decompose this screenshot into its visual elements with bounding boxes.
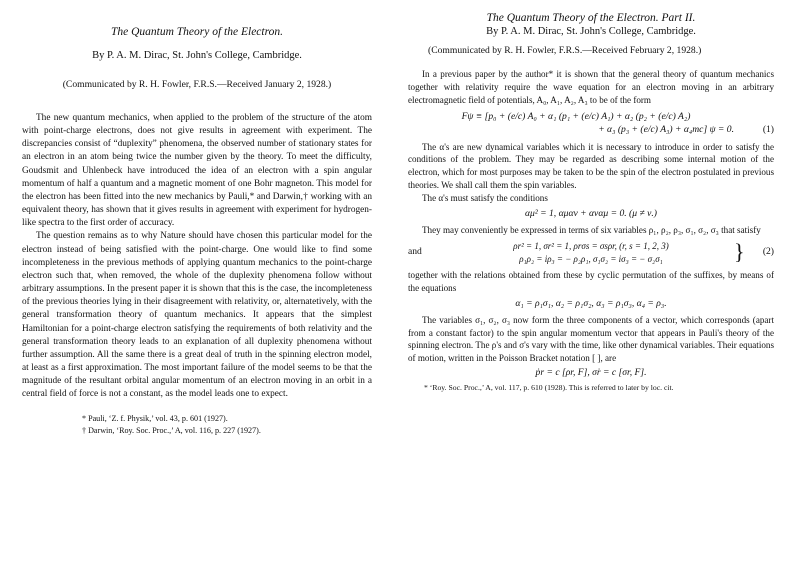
right-brace: } xyxy=(734,239,745,265)
paragraph: In a previous paper by the author* it is shown that the general theory of quantum mechanics together with relativity require the wave equation for an electron moving in an arbitrary electromagnetic field of potentials, A₀, A₁, A₂, A₃ to be of the form xyxy=(408,69,774,105)
paragraph: They may conveniently be expressed in terms of six variables ρ₁, ρ₂, ρ₃, σ₁, σ₂, σ₃ that satisfy xyxy=(422,224,761,235)
equation-2 xyxy=(408,240,774,266)
author-byline: By P. A. M. Dirac, St. John's College, Cambridge. xyxy=(486,26,696,37)
footnote: † Darwin, ‘Roy. Soc. Proc.,’ A, vol. 116, p. 227 (1927). xyxy=(82,426,261,436)
body-text xyxy=(408,68,774,380)
equation-expression: Fψ ≡ [p₀ + (e/c) A₀ + α₁ (p₁ + (e/c) A₁) + α₂ (p₂ + (e/c) A₂) xyxy=(461,110,691,122)
paragraph: The question remains as to why Nature should have chosen this particular model for the electron instead of being satisfied with the point-charge. One would like to find some incompleteness in the previous methods of applying quantum mechanics to the point-charge electron such that, when removed, the whole of the duplexity phenomena follow without arbitrary assumptions. In the present paper it is shown that this is the case, the incompleteness of the previous theories lying in their disagreement with relativity, or, alternatetively, with the general transformation theory of quantum mechanics. It appears that the simplest Hamiltonian for a point-charge electron satisfying the requirements of both relativity and the general transformation theory leads to an explanation of all duplexity phenomena without further assumption. All the same there is a great deal of truth in the spinning electron model, at least as a first approximation. The most important failure of the model seems to be that the magnitude of the resultant orbital angular momentum of an electron moving in an orbit in a central field of force is not a constant, as the model leads one to expect. xyxy=(22,231,372,400)
footnotes xyxy=(82,413,372,437)
equation-conditions: αμ² = 1, αμαν + αναμ = 0. (μ ≠ ν.) xyxy=(525,208,657,220)
communicated-line: (Communicated by R. H. Fowler, F.R.S.—Received February 2, 1928.) xyxy=(428,45,702,56)
paragraph: The new quantum mechanics, when applied to the problem of the structure of the atom with point-charge electrons, does not give results in agreement with experiment. The discrepancies consist of “duplexity” phenomena, the observed number of stationary states for an electron in an atom being twice the number given by the theory. To meet the difficulty, Goudsmit and Uhlenbeck have introduced the idea of an electron with a spin angular momentum of half a quantum and a magnetic moment of one Bohr magneton. This model for the electron has been fitted into the new mechanics by Pauli,* and Darwin,† working with an equivalent theory, has shown that it gives results in agreement with experiment for hydrogen-like spectra to the first order of accuracy. xyxy=(22,113,372,229)
equation-expression: + α₃ (p₃ + (e/c) A₃) + α₄mc] ψ = 0. xyxy=(598,123,734,135)
equation-motion: ṗr = c [ρr, F], σ̇r = c [σr, F]. xyxy=(535,367,647,379)
equation-alphas: α₁ = ρ₁σ₁, α₂ = ρ₁σ₂, α₃ = ρ₁σ₃, α₄ = ρ₃. xyxy=(515,297,667,309)
equation-number: (1) xyxy=(762,123,774,135)
paragraph: The α's are new dynamical variables which it is necessary to introduce in order to satisfy the conditions of the problem. They may be regarded as describing some internal motion of the electron, which for most purposes may be taken to be the spin of the electron postulated in previous theories. We shall call them the spin variables. xyxy=(408,141,774,191)
right-page xyxy=(394,0,788,575)
paragraph: The α's must satisfy the conditions xyxy=(422,193,548,204)
footnote: * Pauli, ‘Z. f. Physik,’ vol. 43, p. 601 (1927). xyxy=(82,414,228,424)
body-text xyxy=(22,112,372,401)
equation-2-lines xyxy=(448,240,734,266)
paper-title: The Quantum Theory of the Electron. Part II. xyxy=(486,12,696,24)
equation-1b xyxy=(408,124,774,137)
paragraph: The variables σ₁, σ₂, σ₃ now form the three components of a vector, which corresponds (apart from a constant factor) to the spin angular momentum vector that appears in Pauli's theory of the spinning electron. The ρ's and σ's vary with the time, like other dynamical variables. Their equations of motion, written in the Poisson Bracket notation [ ], are xyxy=(408,314,774,364)
equation-number: (2) xyxy=(762,246,774,258)
equation-line: ρ₁ρ₂ = iρ₃ = − ρ₂ρ₁, σ₁σ₂ = iσ₃ = − σ₂σ₁ xyxy=(519,253,663,264)
footnote: * ‘Roy. Soc. Proc.,’ A, vol. 117, p. 610 (1928). This is referred to later by loc. cit. xyxy=(424,383,674,393)
and-label: and xyxy=(408,246,422,258)
paper-title: The Quantum Theory of the Electron. xyxy=(110,26,284,38)
equation-line: ρr² = 1, σr² = 1, ρrσs = σsρr, (r, s = 1, 2, 3) xyxy=(513,240,669,251)
equation-1a xyxy=(408,111,774,124)
paragraph: together with the relations obtained from these by cyclic permutation of the suffixes, by means of the equations xyxy=(408,269,774,293)
communicated-line: (Communicated by R. H. Fowler, F.R.S.—Received January 2, 1928.) xyxy=(62,79,332,90)
author-byline: By P. A. M. Dirac, St. John's College, Cambridge. xyxy=(92,50,302,61)
